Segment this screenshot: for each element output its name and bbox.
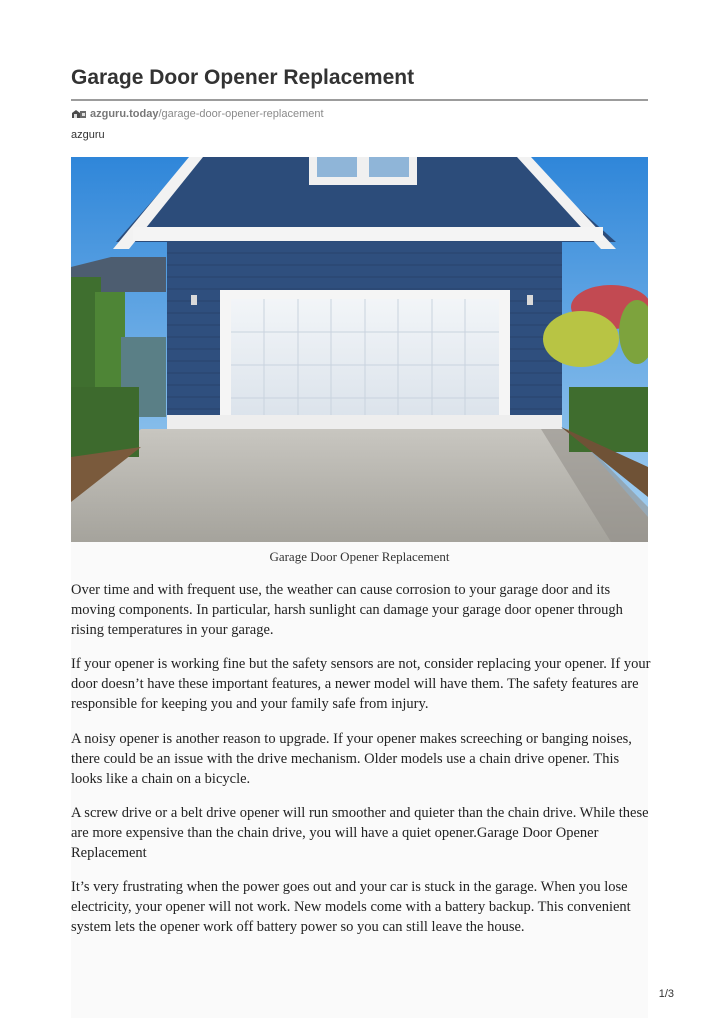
author-name: azguru (71, 129, 105, 141)
source-domain[interactable]: azguru.today (90, 108, 159, 120)
title-divider (71, 99, 648, 101)
paragraph-3: A noisy opener is another reason to upgrade. If your opener makes screeching or banging noises, there could be an issue with the drive mechanism. Older models use a chain drive opener. This looks like a chain on a bicycle. (71, 731, 632, 787)
paragraph-2: If your opener is working fine but the safety sensors are not, consider replacing your opener. If your door doesn’t have these important features, a newer model will have them. The safety features are responsible for keeping you and your family safe from injury. (71, 656, 651, 712)
paragraph-4: A screw drive or a belt drive opener will run smoother and quieter than the chain drive. While these are more expensive than the chain drive, you will have a quiet opener.Garage Door Opener Replacement (71, 805, 649, 861)
image-caption: Garage Door Opener Replacement (269, 549, 450, 564)
garage-house-photo (71, 157, 648, 542)
source-path[interactable]: /garage-door-opener-replacement (158, 108, 324, 120)
site-favicon-icon (71, 108, 87, 119)
paragraph-1: Over time and with frequent use, the weather can cause corrosion to your garage door and its moving components. In particular, harsh sunlight can damage your garage door opener through rising temperatures in your garage. (71, 582, 623, 638)
page-indicator: 1/3 (658, 988, 674, 1000)
page-title: Garage Door Opener Replacement (71, 66, 415, 89)
paragraph-5: It’s very frustrating when the power goes out and your car is stuck in the garage. When you lose electricity, your opener will not work. New models come with a battery backup. This convenient system lets the opener work off battery power so you can still leave the house. (71, 879, 631, 935)
source-link[interactable] (71, 107, 324, 121)
